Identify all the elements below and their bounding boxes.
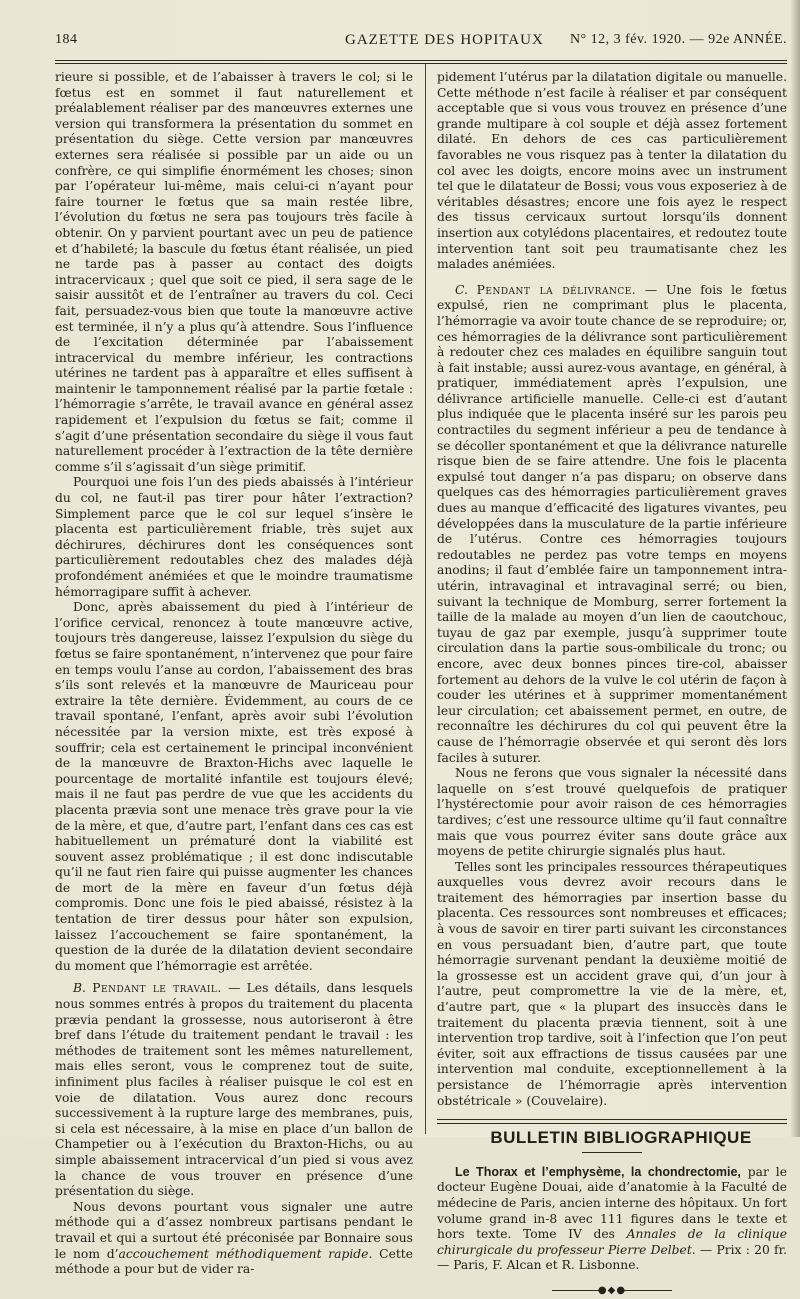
section-text: — Les détails, dans lesquels nous sommes entrés à propos du traitement du placenta prævia pendant la grossesse, nous autoriseront à être bref dans l’étude du traitement pendant le travail : les méthodes de traitement sont les mêmes naturellement, mais elles seront, vous le comprenez tout de suite, infiniment plus faciles à réaliser puisque le col est en voie de dilatation. Vous aurez donc recours successivement à la rupture large des membranes, puis, si cela est nécessaire, à la mise en place d’un ballon de Champetier ou à l’exécution du Braxton-Hichs, ou au simple abaissement intracervical d’un pied si vous avez la chance de vous trouver en présence d’une présentation du siège. — [55, 981, 413, 1199]
section-separator — [437, 1119, 787, 1124]
paragraph: Nous ne ferons que vous signaler la nécessité dans laquelle on s’est trouvé quelquefois de pratiquer l’hystérectomie pour avoir raison de ces hémorragies tardives; c’est une ressource ultime qu’il faut connaître mais que vous pourrez éviter sans doute grâce aux moyens de petite chirurgie signalés plus haut. — [437, 766, 787, 859]
left-column — [55, 70, 413, 1278]
title-underline — [582, 1152, 642, 1153]
paragraph: Telles sont les principales ressources thérapeutiques auxquelles vous devrez avoir recours dans le traitement des hémorragies par insertion basse du placenta. Ces ressources sont nombreuses et efficaces; à vous de savoir en tirer parti suivant les circonstances en vous persuadant bien, d’autre part, que toute hémorragie survenant pendant la deuxième moitié de la grossesse est un accident grave qui, d’un jour à l’autre, peut compromettre la vie de la mère, et, d’autre part, que « la plupart des insuccès dans le traitement du placenta prævia tiennent, soit à une intervention trop tardive, soit à l’infection que l’on peut éviter, soit aux effractions de tissus causées par une intervention mal conduite, exceptionnellement à la persistance de l’hémorragie après intervention obstétricale » (Couvelaire). — [437, 859, 787, 1108]
book-price-publisher: — Prix : 20 fr. — Paris, F. Alcan et R. Lisbonne. — [437, 1242, 788, 1273]
section-letter: B. — [73, 981, 86, 996]
section-heading: Pendant la délivrance. — [476, 282, 637, 297]
publication-title: GAZETTE DES HOPITAUX — [345, 32, 544, 48]
header-rule-second — [55, 63, 787, 64]
section-heading: Pendant le travail. — [92, 981, 222, 996]
paragraph: Donc, après abaissement du pied à l’intérieur de l’orifice cervical, renoncez à toute manœuvre active, toujours très dangereuse, laissez l’expulsion du siège du fœtus se faire spontanément, n’intervenez que pour faire en temps voulu l’anse au cordon, l’abaissement des bras s’ils sont relevés et la manœuvre de Mauriceau pour extraire la tête dernière. Évidemment, au cours de ce travail spontané, l’enfant, après avoir subi l’évolution nécessitée par la version mixte, est très exposé à souffrir; cela est certainement le principal inconvénient de la manœuvre de Braxton-Hichs avec laquelle le pourcentage de mortalité infantile est toujours élevé; mais il ne faut pas perdre de vue que les accidents du placenta prævia sont une menace très grave pour la vie de la mère, et que, d’autre part, l’enfant dans ces cas est habituellement un prématuré dont la viabilité est souvent assez problématique ; il est donc indiscutable qu’il ne faut rien faire qui puisse augmenter les chances de mort de la mère en faveur d’un fœtus déjà compromis. Donc une fois le pied abaissé, résistez à la tentation de tirer dessus pour hâter son expulsion, laissez l’accouchement se faire spontanément, la question de la durée de la dilatation devient secondaire du moment que l’hémorragie est arrêtée. — [55, 600, 413, 973]
book-description: par le docteur Eugène Douai, aide d’anatomie à la Faculté de médecine de Paris, ancien interne des hôpitaux. Un fort volume grand in-8 avec 111 figures dans le texte et hors texte. Tome IV des — [437, 1164, 788, 1242]
column-divider — [425, 64, 426, 1134]
section-b-paragraph — [55, 981, 413, 1199]
book-series: Annales de la clinique chirurgicale du professeur Pierre Delbet. — [437, 1227, 788, 1257]
section-c-paragraph — [437, 283, 787, 766]
paragraph: pidement l’utérus par la dilatation digitale ou manuelle. Cette méthode n’est facile à réaliser et par conséquent acceptable que si vous vous trouvez en présence d’une grande multipare à col souple et déjà assez fortement dilaté. En dehors de ces cas particulièrement favorables ne vous risquez pas à tenter la dilatation du col avec les doigts, encore moins avec un instrument tel que le dilatateur de Bossi; vous vous exposeriez à de véritables désastres; encore une fois ayez le respect des tissus cervicaux surtout lorsqu’ils donnent insertion aux cotylédons placentaires, et redoutez toute intervention tant soit peu traumatisante chez les malades anémiées. — [437, 70, 787, 272]
paragraph — [55, 1200, 413, 1278]
italic-term: accouchement méthodiquement rapide — [118, 1246, 369, 1261]
paragraph: Pourquoi une fois l’un des pieds abaissés à l’intérieur du col, ne faut-il pas tirer pour hâter l’extraction? Simplement parce que le col sur lequel s’insère le placenta est particulièrement friable, très sujet aux déchirures, déchirures dont les conséquences sont particulièrement redoutables chez des malades déjà profondément anémiées et que le moindre traumatisme hémorragipare suffit à achever. — [55, 475, 413, 599]
page-edge-shadow — [790, 0, 800, 1137]
book-entry — [437, 1165, 787, 1274]
section-text: — Une fois le fœtus expulsé, rien ne comprimant plus le placenta, l’hémorragie va avoir toute chance de se reproduire; or, ces hémorragies de la délivrance sont particulièrement à redouter chez ces malades en équilibre sanguin tout à fait instable; aussi aurez-vous avantage, en général, à pratiquer, immédiatement après l’expulsion, une délivrance artificielle manuelle. Celle-ci est d’autant plus indiquée que le placenta inséré sur les parois peu contractiles du segment inférieur a peu de tendance à se décoller spontanément et que la délivrance naturelle risque bien de se faire attendre. Une fois le placenta expulsé tout danger n’a pas disparu; on observe dans quelques cas des hémorragies particulièrement graves dues au manque d’efficacité des ligatures vivantes, peu développées dans la musculature de la partie inférieure de l’utérus. Contre ces hémorragies toujours redoutables ne perdez pas votre temps en moyens anodins; il faut d’emblée faire un tamponnement intra-utérin, intravaginal et intravaginal serré; ou bien, suivant la technique de Momburg, serrer fortement la taille de la malade au moyen d’un lien de caoutchouc, tuyau de gaz par exemple, jusqu’à supprimer toute circulation dans la partie sous-ombilicale du tronc; ou encore, avec deux bonnes pinces tire-col, abaisser fortement au dehors de la vulve le col utérin de façon à couder les utérines et à supprimer momentanément leur circulation; cet abaissement permet, en outre, de reconnaître les déchirures du col qui peuvent être la cause de l’hémorragie observée et qui seront dès lors faciles à suturer. — [437, 282, 787, 765]
right-column — [437, 70, 787, 1294]
paragraph-text: Nous devons pourtant vous signaler une autre méthode qui a d’assez nombreux partisans pendant le travail et qui a surtout été préconisée par Bonnaire sous le nom d’ — [55, 1199, 413, 1261]
paragraph-text-end: . Cette méthode a pour but de vider ra- — [55, 1246, 414, 1277]
issue-info: N° 12, 3 fév. 1920. — 92e ANNÉE. — [569, 32, 787, 47]
page-header — [55, 30, 787, 52]
section-letter: C. — [455, 282, 468, 297]
header-rule — [55, 60, 787, 61]
bulletin-title: BULLETIN BIBLIOGRAPHIQUE — [490, 1128, 752, 1148]
page-number: 184 — [55, 32, 78, 47]
paragraph: rieure si possible, et de l’abaisser à travers le col; si le fœtus est en sommet il faut naturellement et préalablement réaliser par des manœuvres externes une version qui transformera la présentation du sommet en présentation du siège. Cette version par manœuvres externes sera réalisée si possible par un aide ou un confrère, ce qui simplifie énormément les choses; sinon par l’opérateur lui-même, mais celui-ci n’ayant pour faire tourner le fœtus que sa main restée libre, l’évolution du fœtus ne sera pas toujours très facile à obtenir. On y parvient pourtant avec un peu de patience et d’habileté; la bascule du fœtus étant réalisée, un pied ne tarde pas à passer au contact des doigts intracervicaux ; quel que soit ce pied, il sera sage de le saisir aussitôt et de l’entraîner au travers du col. Ceci fait, persuadez-vous bien que toute la manœuvre active est terminée, il n’y a plus qu’à attendre. Sous l’influence de l’excitation déterminée par l’abaissement intracervical du membre inférieur, les contractions utérines ne tardent pas à apparaître et elles suffisent à maintenir le tamponnement réalisé par la partie fœtale : l’hémorragie s’arrête, le travail avance en général assez rapidement et l’expulsion du fœtus se fait; comme il s’agit d’une présentation secondaire du siège il vous faut naturellement procéder à l’extraction de la tête dernière comme s’il s’agissait d’un siège primitif. — [55, 70, 413, 474]
book-title: Le Thorax et l’emphysème, la chondrectomie, — [455, 1164, 741, 1179]
ornament-separator: ●◆● — [552, 1286, 672, 1294]
